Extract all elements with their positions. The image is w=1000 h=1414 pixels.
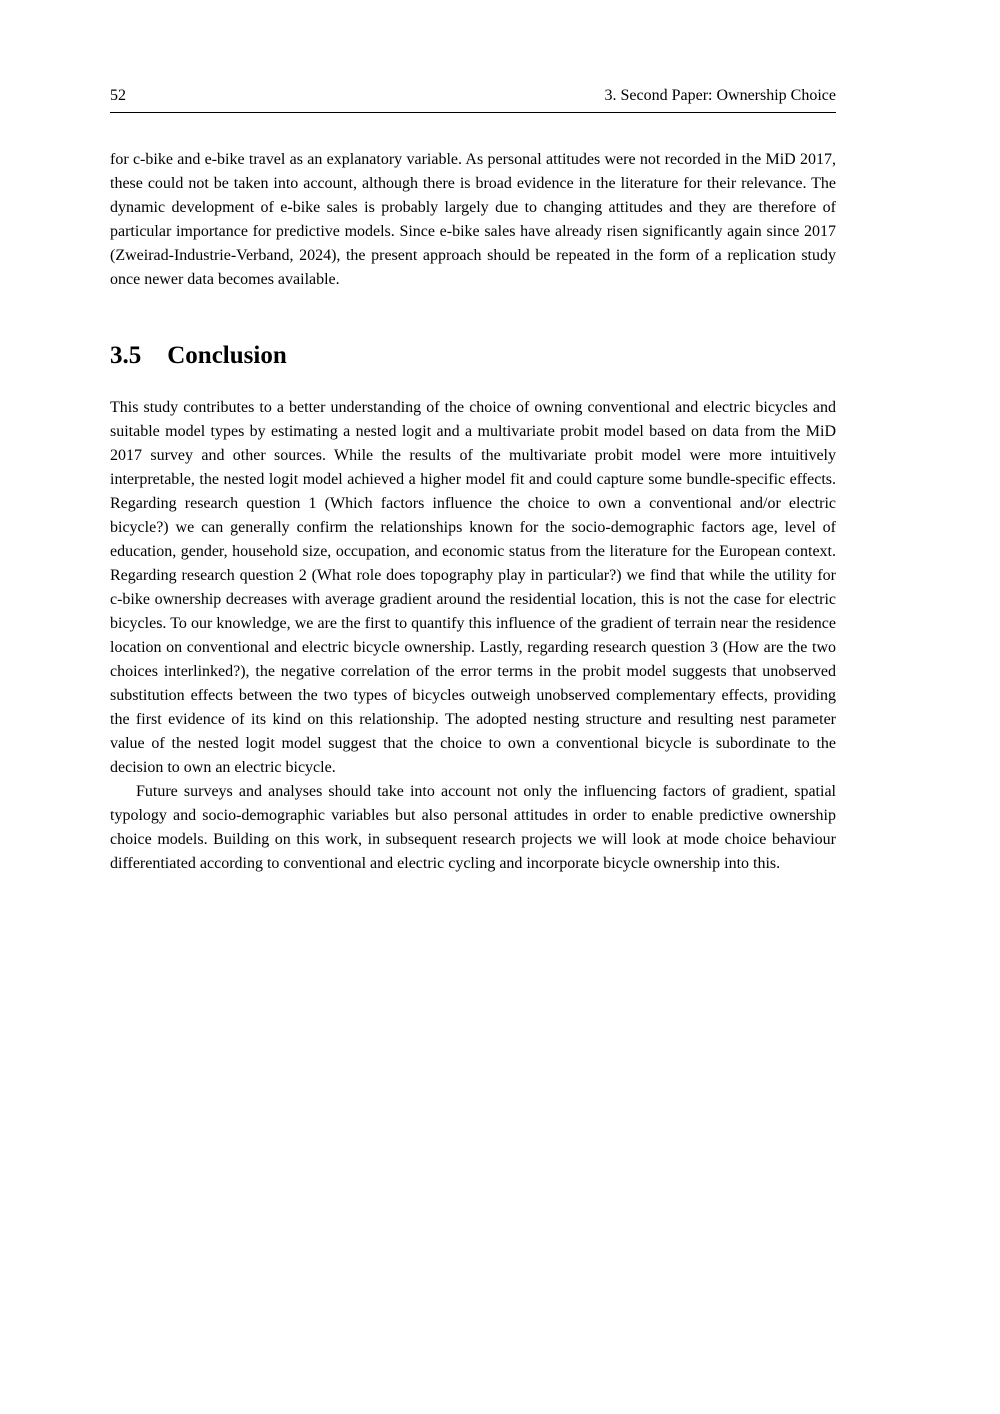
paragraph-continuation: for c-bike and e-bike travel as an explanatory variable. As personal attitudes were not recorded in the MiD 2017, these could not be taken into account, although there is broad evidence in the literature for their relevance. The dynamic development of e-bike sales is probably largely due to changing attitudes and they are therefore of particular importance for predictive models. Since e-bike sales have already risen significantly again since 2017 (Zweirad-Industrie-Verband, 2024), the present approach should be repeated in the form of a replication study once newer data becomes available. [110, 151, 836, 289]
page-number: 52 [110, 87, 126, 104]
section-heading [110, 342, 836, 370]
page-header [110, 86, 836, 113]
running-header-title: 3. Second Paper: Ownership Choice [604, 87, 836, 104]
section-number: 3.5 [110, 342, 142, 370]
section-title: Conclusion [167, 342, 287, 370]
page-body [110, 148, 836, 876]
paragraph-conclusion-outlook: Future surveys and analyses should take into account not only the influencing factors of gradient, spatial typology and socio-demographic variables but also personal attitudes in order to enable predictive ownership choice models. Building on this work, in subsequent research projects we will look at mode choice behaviour differentiated according to conventional and electric cycling and incorporate bicycle ownership into this. [110, 783, 836, 873]
paragraph-conclusion-main: This study contributes to a better understanding of the choice of owning conventional and electric bicycles and suitable model types by estimating a nested logit and a multivariate probit model based on data from the MiD 2017 survey and other sources. While the results of the multivariate probit model were more intuitively interpretable, the nested logit model achieved a higher model fit and could capture some bundle-specific effects. Regarding research question 1 (Which factors influence the choice to own a conventional and/or electric bicycle?) we can generally confirm the relationships known for the socio-demographic factors age, level of education, gender, household size, occupation, and economic status from the literature for the European context. Regarding research question 2 (What role does topography play in particular?) we find that while the utility for c-bike ownership decreases with average gradient around the residential location, this is not the case for electric bicycles. To our knowledge, we are the first to quantify this influence of the gradient of terrain near the residence location on conventional and electric bicycle ownership. Lastly, regarding research question 3 (How are the two choices interlinked?), the negative correlation of the error terms in the probit model suggests that unobserved substitution effects between the two types of bicycles outweigh unobserved complementary effects, providing the first evidence of its kind on this relationship. The adopted nesting structure and resulting nest parameter value of the nested logit model suggest that the choice to own a conventional bicycle is subordinate to the decision to own an electric bicycle. [110, 399, 836, 777]
